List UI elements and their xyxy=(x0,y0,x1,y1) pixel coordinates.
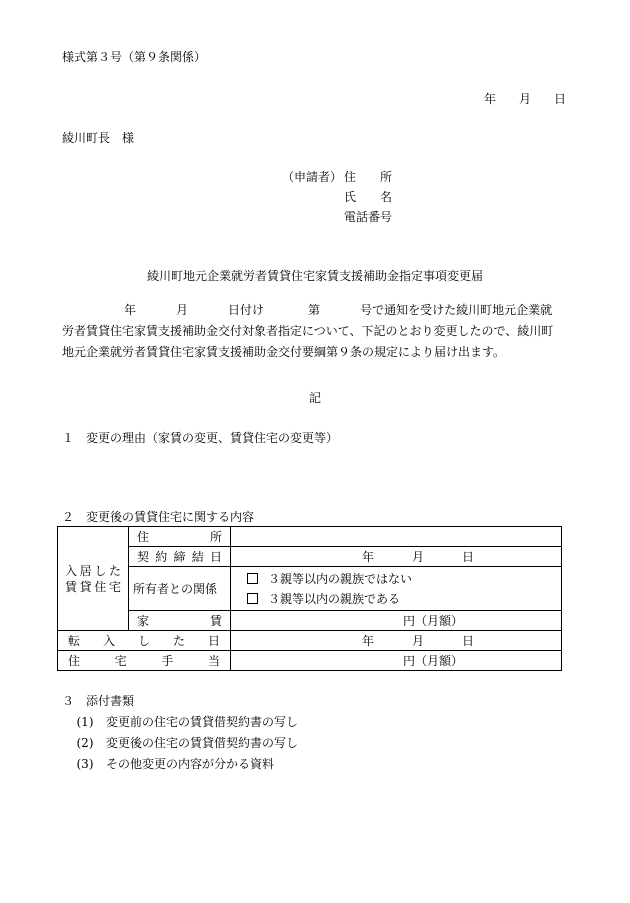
allowance-char-3: 手 xyxy=(161,653,174,668)
day-label: 日 xyxy=(553,92,566,106)
move-in-char-2: 入 xyxy=(102,633,115,648)
group-label-line-1 xyxy=(62,563,124,579)
group-label-char: た xyxy=(108,563,121,578)
attachment-text-3: その他変更の内容が分かる資料 xyxy=(106,757,275,771)
group-label-char: 入 xyxy=(65,563,78,578)
body-date-suffix: 日付け xyxy=(228,303,265,317)
group-label-char: 賃 xyxy=(65,579,78,594)
move-in-value-cell[interactable] xyxy=(231,631,562,651)
rent-label-cell xyxy=(129,611,231,631)
owner-relation-label-cell xyxy=(129,567,231,611)
move-in-char-5: 日 xyxy=(207,633,220,648)
section-1-heading: １ 変更の理由（家賃の変更、賃貸住宅の変更等） xyxy=(62,431,339,445)
contract-char-1: 契 xyxy=(137,549,150,564)
table-row xyxy=(58,651,562,671)
table-row xyxy=(58,631,562,651)
attachment-text-1: 変更前の住宅の賃貸借契約書の写し xyxy=(106,715,299,729)
body-month: 月 xyxy=(176,303,189,317)
rent-char-1: 家 xyxy=(137,613,150,628)
checkbox-relative[interactable] xyxy=(247,593,258,604)
checkbox-not-relative[interactable] xyxy=(247,573,258,584)
table-row xyxy=(58,611,562,631)
body-line-1 xyxy=(62,300,576,321)
applicant-name-label: 氏 名 xyxy=(344,190,393,204)
section-3-heading: ３ 添付書類 xyxy=(62,694,135,708)
attachment-text-2: 変更後の住宅の賃貸借契約書の写し xyxy=(106,736,299,750)
option-relative[interactable] xyxy=(231,589,561,609)
contract-char-3: 締 xyxy=(173,549,186,564)
month-label: 月 xyxy=(518,92,531,106)
group-label-char: 住 xyxy=(94,579,107,594)
rent-value-cell[interactable] xyxy=(231,611,562,631)
housing-group-label xyxy=(58,527,129,631)
move-in-day-label: 日 xyxy=(462,633,475,648)
attachment-num-1: (1) xyxy=(76,715,94,729)
applicant-prefix: （申請者） xyxy=(282,170,343,184)
body-line-1-rest: 号で通知を受けた綾川町地元企業就 xyxy=(360,303,553,317)
owner-relation-options-cell xyxy=(231,567,562,611)
body-year: 年 xyxy=(124,303,137,317)
contract-date-label-cell xyxy=(129,547,231,567)
allowance-unit: 円（月額） xyxy=(403,653,464,668)
attachment-num-3: (3) xyxy=(76,757,94,771)
contract-char-5: 日 xyxy=(209,549,222,564)
rent-char-2: 賃 xyxy=(209,613,222,628)
body-line-2: 労者賃貸住宅家賃支援補助金交付対象者指定について、下記のとおり変更したので、綾川町 xyxy=(62,324,554,338)
move-in-month-label: 月 xyxy=(411,633,424,648)
table-row xyxy=(58,567,562,611)
year-label: 年 xyxy=(484,92,497,106)
allowance-char-4: 当 xyxy=(207,653,220,668)
date-line xyxy=(484,91,566,107)
move-in-char-1: 転 xyxy=(68,633,81,648)
attachment-item-2 xyxy=(62,735,298,751)
group-label-char: 宅 xyxy=(108,579,121,594)
body-number-prefix: 第 xyxy=(308,303,321,317)
housing-table xyxy=(57,526,562,671)
option-relative-label: ３親等以内の親族である xyxy=(268,591,401,606)
table-row xyxy=(58,527,562,547)
table-row xyxy=(58,547,562,567)
allowance-label-cell xyxy=(58,651,231,671)
owner-relation-label: 所有者との関係 xyxy=(133,581,218,596)
body-line-3: 地元企業就労者賃貸住宅家賃支援補助金交付要綱第９条の規定により届け出ます。 xyxy=(62,345,506,359)
option-not-relative-label: ３親等以内の親族ではない xyxy=(268,571,413,586)
option-not-relative[interactable] xyxy=(231,569,561,589)
move-in-char-3: し xyxy=(137,633,150,648)
allowance-char-2: 宅 xyxy=(114,653,127,668)
group-label-line-2 xyxy=(62,579,124,595)
contract-date-value-cell[interactable] xyxy=(231,547,562,567)
attachment-item-1 xyxy=(62,714,298,730)
body-paragraph xyxy=(62,300,576,363)
allowance-char-1: 住 xyxy=(68,653,81,668)
applicant-phone-label: 電話番号 xyxy=(344,210,393,224)
contract-char-4: 結 xyxy=(191,549,204,564)
address-char-1: 住 xyxy=(137,529,150,544)
move-in-char-4: た xyxy=(172,633,185,648)
addressee: 綾川町長 様 xyxy=(62,131,135,145)
allowance-value-cell[interactable] xyxy=(231,651,562,671)
applicant-address-label: 住 所 xyxy=(344,170,393,184)
attachment-num-2: (2) xyxy=(76,736,94,750)
address-label-cell xyxy=(129,527,231,547)
group-label-char: 貸 xyxy=(79,579,92,594)
attachment-item-3 xyxy=(62,756,274,772)
move-in-label-cell xyxy=(58,631,231,651)
rent-unit: 円（月額） xyxy=(403,613,464,628)
contract-day-label: 日 xyxy=(462,549,475,564)
move-in-year-label: 年 xyxy=(361,633,374,648)
address-char-2: 所 xyxy=(209,529,222,544)
contract-year-label: 年 xyxy=(361,549,374,564)
contract-month-label: 月 xyxy=(411,549,424,564)
address-value-cell[interactable] xyxy=(231,527,562,547)
ki-heading: 記 xyxy=(308,391,321,405)
document-title: 綾川町地元企業就労者賃貸住宅家賃支援補助金指定事項変更届 xyxy=(146,269,483,283)
section-2-heading: ２ 変更後の賃貸住宅に関する内容 xyxy=(62,510,255,524)
form-number: 様式第３号（第９条関係） xyxy=(62,50,207,64)
group-label-char: し xyxy=(94,563,107,578)
contract-char-2: 約 xyxy=(155,549,168,564)
group-label-char: 居 xyxy=(79,563,92,578)
